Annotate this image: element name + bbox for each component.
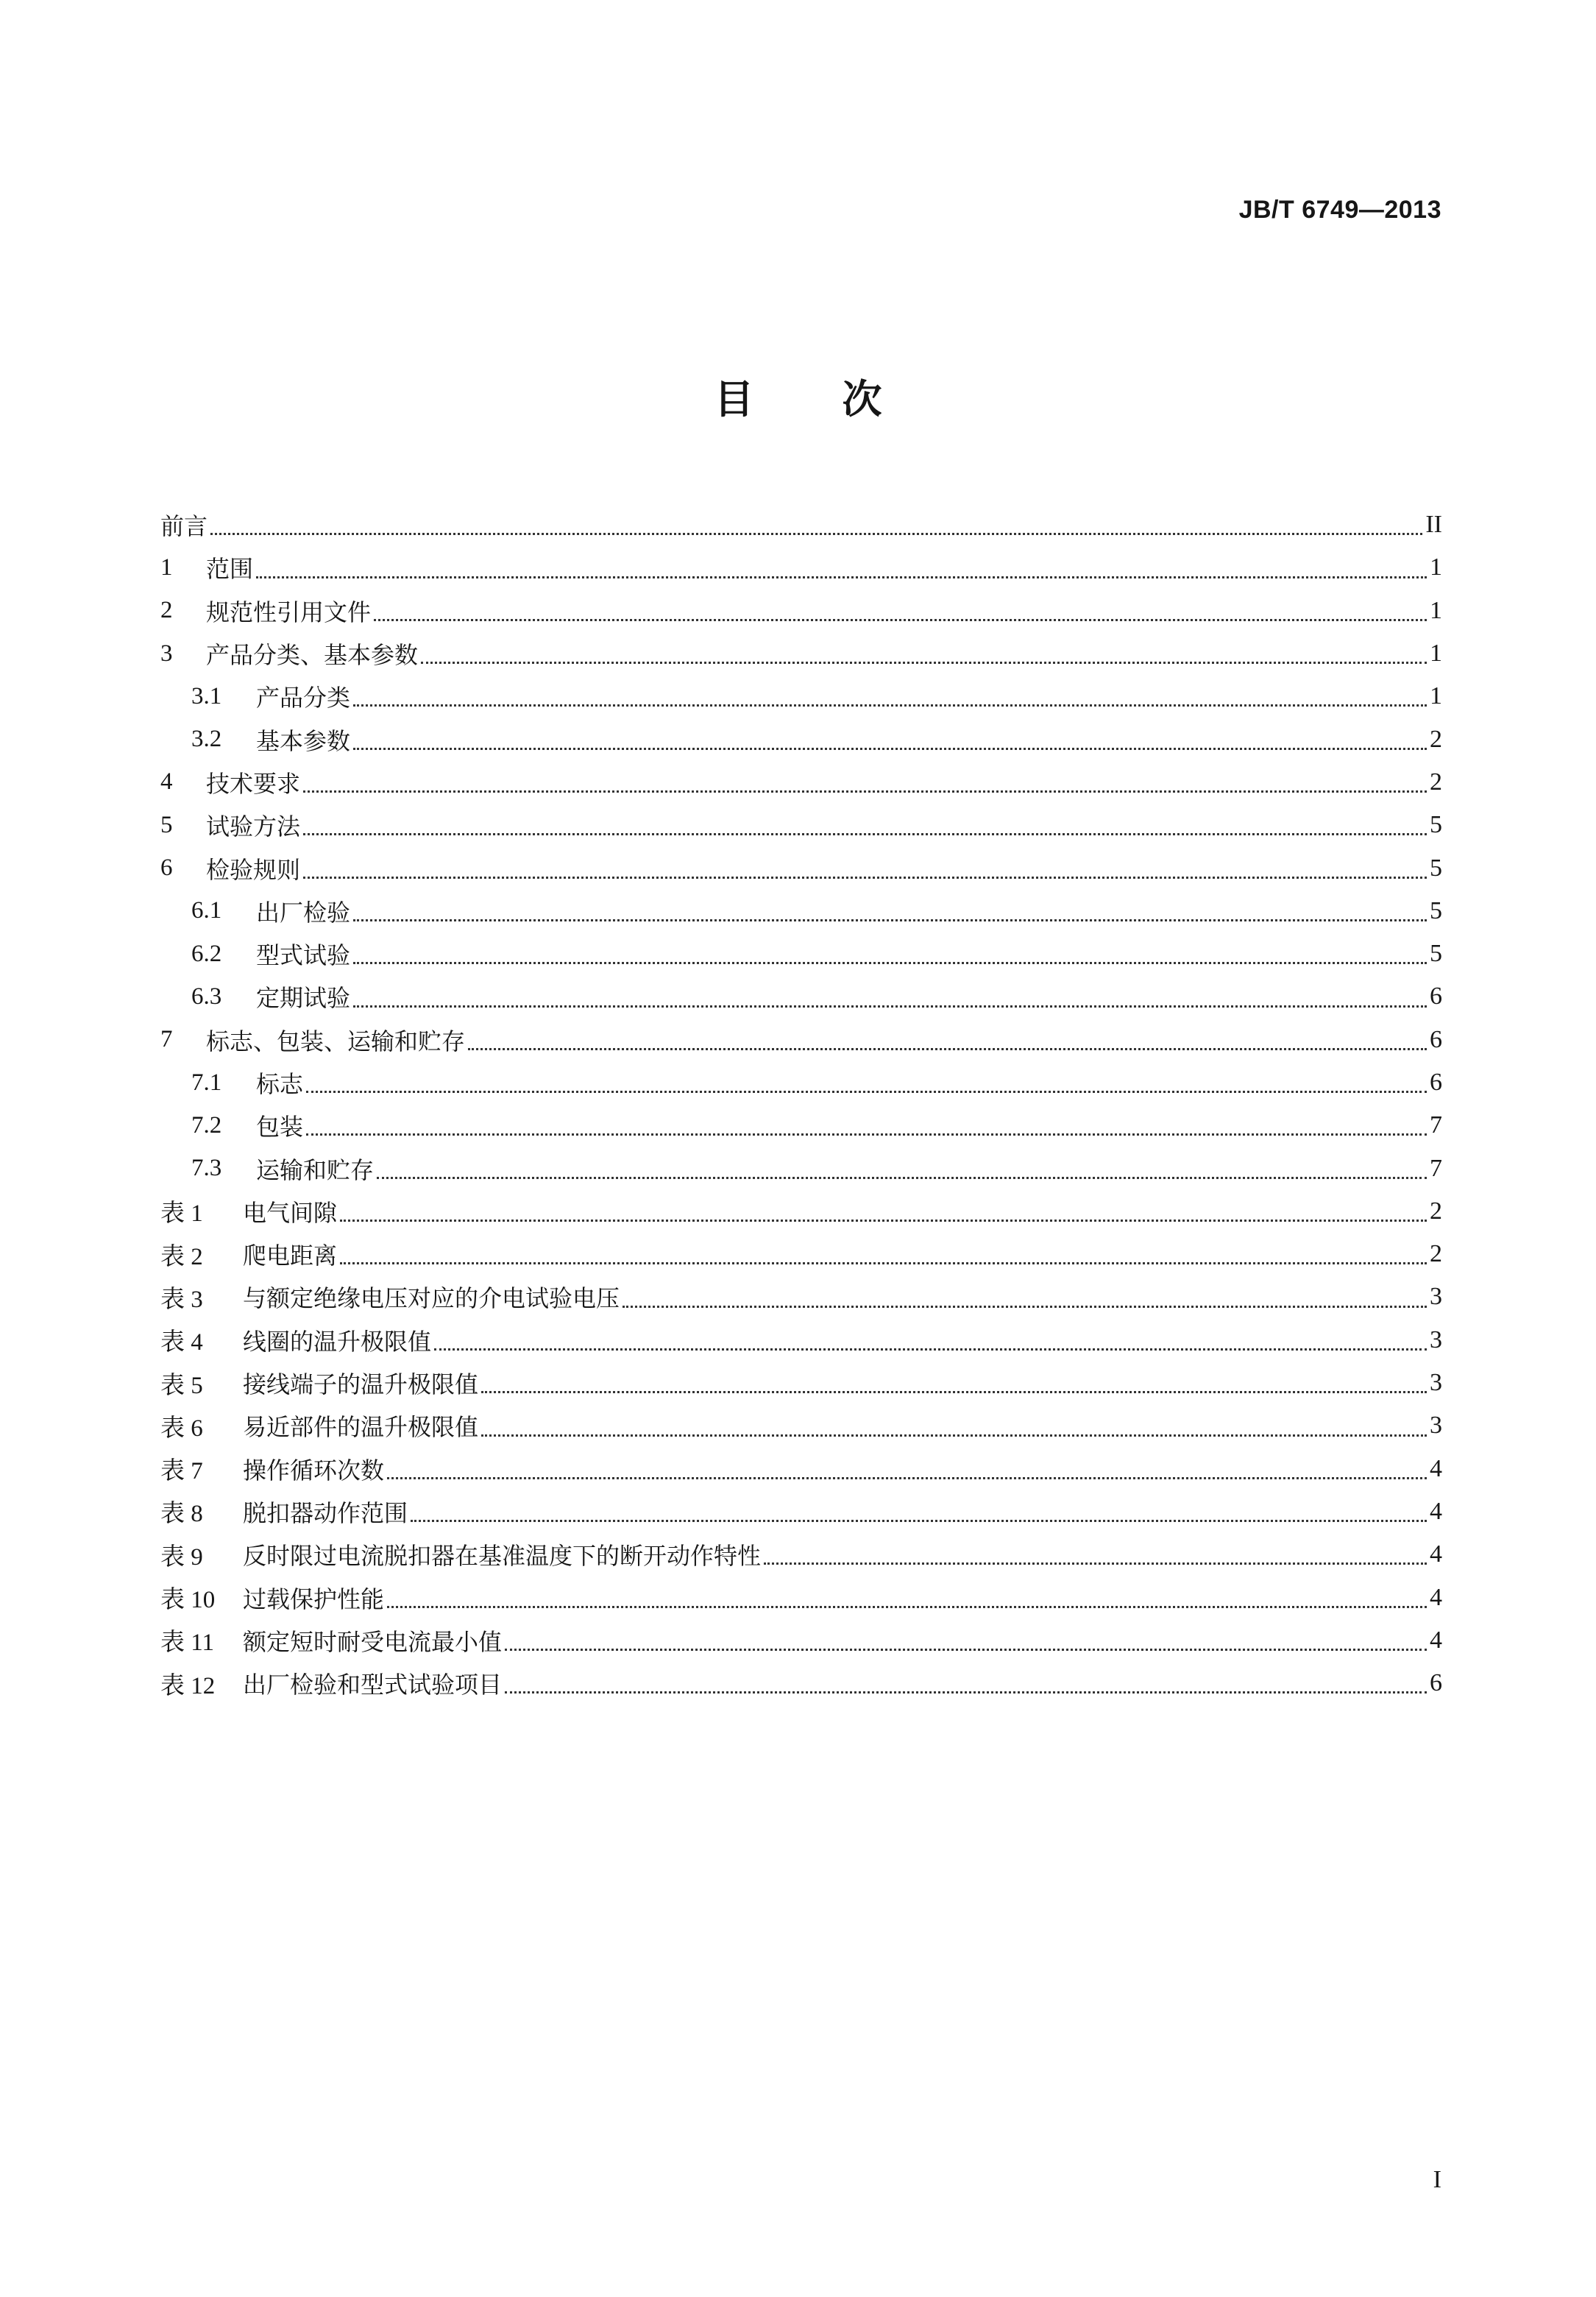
toc-entry[interactable]: [160, 1576, 1442, 1618]
toc-entry-number: 4: [160, 768, 173, 796]
toc-entry-page: 6: [1430, 1025, 1442, 1053]
dot-leader: [468, 1047, 1427, 1050]
dot-leader: [210, 531, 1422, 535]
toc-entry-number: 2: [160, 597, 173, 624]
toc-entry[interactable]: [160, 1533, 1442, 1576]
dot-leader: [421, 660, 1427, 664]
dot-leader: [434, 1347, 1427, 1351]
toc-entry-number: 6.3: [191, 983, 222, 1010]
toc-entry-page: 1: [1430, 596, 1442, 624]
toc-entry[interactable]: [160, 1104, 1442, 1147]
toc-entry-number: 5: [160, 811, 173, 838]
toc-entry[interactable]: [160, 846, 1442, 889]
toc-entry-page: 4: [1430, 1540, 1442, 1568]
title-char-1: 目: [714, 376, 754, 422]
toc-entry-page: 2: [1430, 725, 1442, 753]
toc-entry-number: 3.2: [191, 726, 222, 753]
toc-entry-page: 3: [1430, 1283, 1442, 1311]
toc-entry-page: 6: [1430, 1069, 1442, 1096]
toc-entry[interactable]: [160, 932, 1442, 975]
toc-entry-number: 表 6: [160, 1415, 203, 1442]
toc-entry[interactable]: [160, 546, 1442, 589]
toc-entry-title: 标志、包装、运输和贮存: [206, 1027, 466, 1055]
dot-leader: [353, 703, 1427, 707]
toc-entry-title: 反时限过电流脱扣器在基准温度下的断开动作特性: [243, 1542, 762, 1571]
dot-leader: [303, 789, 1427, 793]
toc-entry-title: 包装: [256, 1113, 304, 1142]
toc-entry-number: 1: [160, 553, 173, 581]
toc-entry-title: 与额定绝缘电压对应的介电试验电压: [243, 1284, 620, 1313]
toc-entry-title: 额定短时耐受电流最小值: [243, 1627, 503, 1656]
toc-entry-page: 6: [1430, 983, 1442, 1011]
title-char-2: 次: [842, 376, 882, 422]
dot-leader: [353, 918, 1427, 921]
toc-entry-page: 3: [1430, 1369, 1442, 1397]
toc-entry-number: 表 2: [160, 1243, 203, 1270]
toc-entry-page: 1: [1430, 553, 1442, 581]
toc-entry-title: 基本参数: [256, 726, 351, 755]
toc-entry-page: 5: [1430, 854, 1442, 882]
toc-entry[interactable]: [160, 1147, 1442, 1189]
toc-entry-number: 6.1: [191, 897, 222, 924]
toc-entry-title: 定期试验: [256, 984, 351, 1013]
dot-leader: [387, 1604, 1427, 1608]
toc-entry-page: 5: [1430, 896, 1442, 924]
toc-entry-number: 7.2: [191, 1111, 222, 1139]
toc-entry-number: 7.3: [191, 1155, 222, 1182]
toc-entry-page: 7: [1430, 1154, 1442, 1182]
toc-entry[interactable]: [160, 675, 1442, 718]
toc-entry-title: 接线端子的温升极限值: [243, 1370, 479, 1399]
toc-entry-number: 表 9: [160, 1543, 203, 1571]
dot-leader: [353, 960, 1427, 964]
toc-entry-title: 运输和贮存: [256, 1155, 375, 1184]
toc-entry-number: 7.1: [191, 1069, 222, 1096]
toc-entry-title: 规范性引用文件: [206, 598, 372, 626]
dot-leader: [303, 875, 1427, 879]
toc-entry[interactable]: [160, 890, 1442, 932]
toc-entry-page: 4: [1430, 1626, 1442, 1654]
toc-entry-number: 3.1: [191, 682, 222, 709]
toc-entry[interactable]: [160, 1490, 1442, 1533]
toc-entry-title: 线圈的温升极限值: [243, 1327, 432, 1356]
toc-entry[interactable]: [160, 1448, 1442, 1490]
toc-entry-number: 表 4: [160, 1329, 203, 1356]
dot-leader: [481, 1433, 1427, 1437]
toc-entry[interactable]: [160, 1319, 1442, 1362]
toc-entry[interactable]: [160, 761, 1442, 804]
toc-entry-number: 表 1: [160, 1200, 203, 1228]
dot-leader: [306, 1132, 1427, 1136]
toc-entry-page: 2: [1430, 1240, 1442, 1268]
toc-entry[interactable]: [160, 1190, 1442, 1233]
toc-entry[interactable]: [160, 1061, 1442, 1104]
toc-entry-number: 6.2: [191, 940, 222, 967]
toc-entry[interactable]: [160, 1619, 1442, 1662]
toc-entry-page: 7: [1430, 1111, 1442, 1139]
toc-entry-number: 表 11: [160, 1629, 215, 1657]
dot-leader: [256, 575, 1427, 578]
toc-entry[interactable]: [160, 1233, 1442, 1275]
toc-entry-title: 产品分类: [256, 684, 351, 712]
dot-leader: [374, 617, 1427, 621]
toc-entry-page: 3: [1430, 1412, 1442, 1440]
toc-entry-title: 检验规则: [206, 855, 301, 884]
toc-entry-title: 试验方法: [206, 813, 301, 841]
toc-entry-page: 6: [1430, 1669, 1442, 1697]
standard-code: JB/T 6749—2013: [1238, 196, 1441, 224]
toc-entry-title: 出厂检验: [256, 898, 351, 927]
toc-entry-number: 表 8: [160, 1501, 203, 1528]
toc-entry[interactable]: [160, 1362, 1442, 1404]
dot-leader: [306, 1089, 1427, 1093]
toc-entry-title: 电气间隙: [243, 1198, 338, 1227]
dot-leader: [411, 1518, 1427, 1522]
toc-entry[interactable]: [160, 975, 1442, 1018]
toc-entry-number: 表 3: [160, 1286, 203, 1313]
dot-leader: [387, 1476, 1427, 1479]
dot-leader: [353, 746, 1427, 750]
toc-entry-title: 标志: [256, 1070, 304, 1098]
toc-entry-page: 4: [1430, 1583, 1442, 1611]
toc-entry-page: 1: [1430, 640, 1442, 668]
dot-leader: [505, 1647, 1427, 1651]
toc-entry-number: 表 5: [160, 1372, 203, 1399]
toc-entry[interactable]: [160, 503, 1442, 546]
toc-entry-page: 4: [1430, 1497, 1442, 1525]
toc-entry-title: 爬电距离: [243, 1242, 338, 1270]
toc-entry-title: 过载保护性能: [243, 1585, 385, 1613]
toc-entry-number: 6: [160, 854, 173, 882]
toc-entry-title: 脱扣器动作范围: [243, 1498, 408, 1527]
toc-entry[interactable]: [160, 718, 1442, 760]
toc-entry-page: 4: [1430, 1454, 1442, 1482]
dot-leader: [353, 1004, 1427, 1008]
toc-entry-page: 3: [1430, 1326, 1442, 1353]
toc-entry[interactable]: [160, 1404, 1442, 1447]
toc-entry-title: 型式试验: [256, 941, 351, 970]
dot-leader: [505, 1690, 1427, 1693]
toc-entry-number: 表 10: [160, 1587, 216, 1614]
toc-entry[interactable]: [160, 632, 1442, 675]
toc-entry[interactable]: [160, 1662, 1442, 1705]
toc-entry-title: 技术要求: [206, 769, 301, 798]
dot-leader: [764, 1561, 1427, 1565]
toc-entry-page: 2: [1430, 768, 1442, 796]
toc-entry-number: 3: [160, 640, 173, 667]
page-number: I: [1433, 2166, 1441, 2193]
toc-entry-number: 表 7: [160, 1458, 203, 1485]
toc-entry-page: II: [1425, 511, 1442, 539]
toc-entry-number: 7: [160, 1026, 173, 1053]
toc-entry[interactable]: [160, 590, 1442, 632]
table-of-contents: [160, 503, 1442, 1705]
toc-entry[interactable]: [160, 804, 1442, 846]
toc-entry-title: 范围: [206, 555, 254, 584]
toc-entry-title: 操作循环次数: [243, 1456, 385, 1484]
dot-leader: [303, 832, 1427, 835]
toc-entry-page: 5: [1430, 940, 1442, 968]
dot-leader: [340, 1218, 1427, 1222]
toc-entry-title: 产品分类、基本参数: [206, 641, 419, 670]
toc-entry[interactable]: [160, 1275, 1442, 1318]
toc-entry-page: 5: [1430, 811, 1442, 839]
toc-entry-page: 1: [1430, 682, 1442, 710]
dot-leader: [377, 1175, 1427, 1179]
dot-leader: [481, 1390, 1427, 1393]
toc-entry-title: 前言: [160, 512, 208, 541]
dot-leader: [623, 1304, 1427, 1308]
toc-entry-number: 表 12: [160, 1672, 216, 1699]
dot-leader: [340, 1261, 1427, 1264]
toc-entry-title: 出厂检验和型式试验项目: [243, 1671, 503, 1699]
page-title: [0, 368, 1596, 425]
toc-entry-page: 2: [1430, 1197, 1442, 1225]
toc-entry[interactable]: [160, 1019, 1442, 1061]
toc-entry-title: 易近部件的温升极限值: [243, 1413, 479, 1442]
